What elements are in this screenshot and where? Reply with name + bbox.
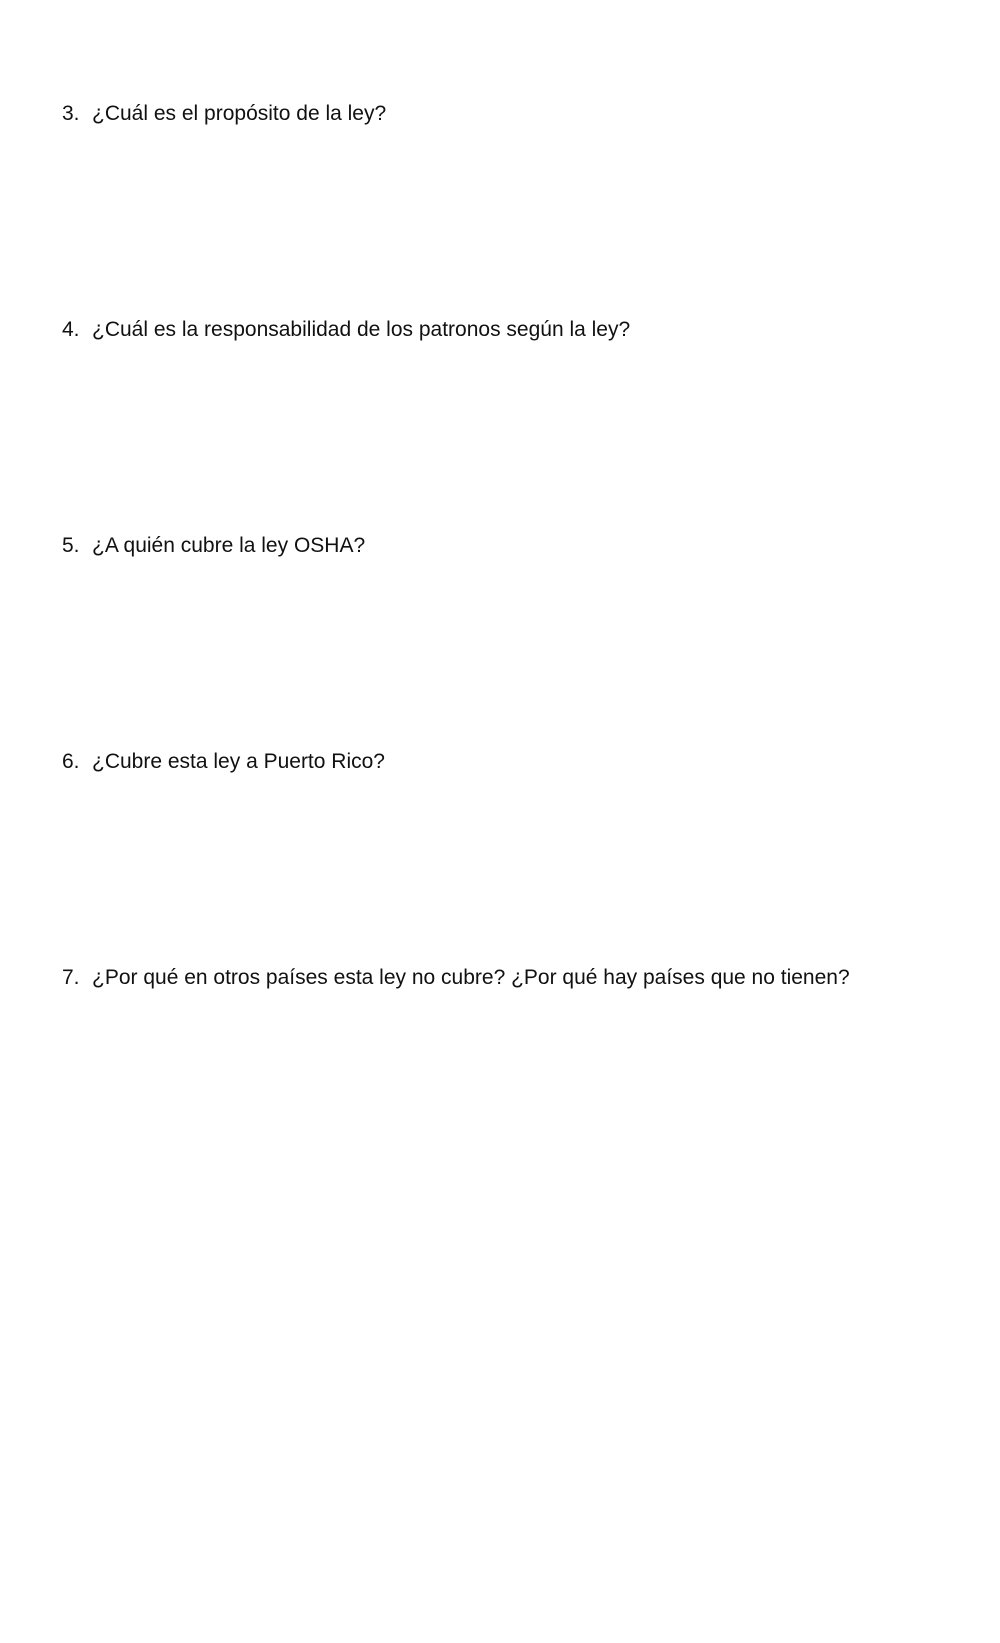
question-5 <box>62 532 365 560</box>
question-3 <box>62 100 386 128</box>
question-text: ¿Cubre esta ley a Puerto Rico? <box>92 750 385 773</box>
question-number: 4. <box>62 318 80 341</box>
question-text: ¿Por qué en otros países esta ley no cubre? ¿Por qué hay países que no tienen? <box>92 966 850 989</box>
question-number: 6. <box>62 750 80 773</box>
question-number: 5. <box>62 534 80 557</box>
question-text: ¿Cuál es la responsabilidad de los patronos según la ley? <box>92 318 631 341</box>
question-number: 7. <box>62 966 80 989</box>
question-text: ¿Cuál es el propósito de la ley? <box>92 102 387 125</box>
question-number: 3. <box>62 102 80 125</box>
question-4 <box>62 316 630 344</box>
question-text: ¿A quién cubre la ley OSHA? <box>92 534 366 557</box>
question-7 <box>62 964 850 992</box>
question-6 <box>62 748 385 776</box>
